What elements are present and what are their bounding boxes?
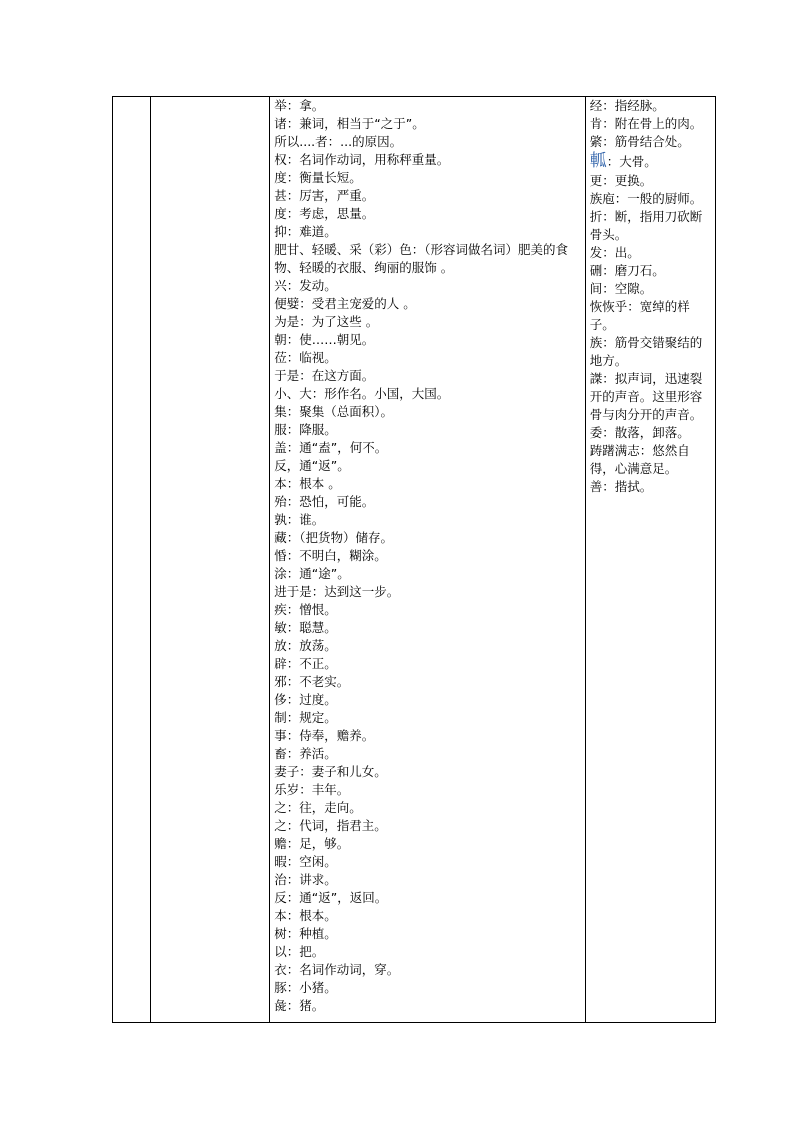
list-item: 反：通“返”，返回。	[274, 890, 388, 905]
middle-annotation-list	[270, 97, 585, 1015]
list-item: 树：种植。	[274, 926, 337, 941]
list-item: 赡：足，够。	[274, 836, 350, 851]
list-item: 于是：在这方面。	[274, 368, 375, 383]
list-item: 善：揩拭。	[589, 479, 653, 494]
list-item: 肥甘、轻暖、采（彩）色：（形容词做名词）肥美的食物、轻暖的衣服、绚丽的服饰 。	[274, 242, 569, 275]
list-item: 謋：拟声词，迅速裂开的声音。这里形容骨与肉分开的声音。	[589, 371, 703, 422]
list-item: 发：出。	[589, 245, 640, 260]
list-item: 敏：聪慧。	[274, 620, 337, 635]
list-item: 经：指经脉。	[589, 98, 665, 113]
list-item: 甚：厉害，严重。	[274, 188, 375, 203]
list-item: 以：把。	[274, 944, 325, 959]
list-item: 綮：筋骨结合处。	[589, 134, 690, 149]
list-item: 为是：为了这些 。	[274, 314, 379, 329]
list-item: 肯：附在骨上的肉。	[589, 116, 703, 131]
list-item: 朝：使……朝见。	[274, 332, 375, 347]
list-item: 度：衡量长短。	[274, 170, 362, 185]
table-row	[113, 97, 716, 1023]
list-item: 制：规定。	[274, 710, 337, 725]
notes-table	[112, 96, 716, 1023]
list-item: 衣：名词作动词，穿。	[274, 962, 400, 977]
list-item: 事：侍奉，赡养。	[274, 728, 375, 743]
list-item: 治：讲求。	[274, 872, 337, 887]
list-item: 集：聚集（总面积）。	[274, 404, 394, 419]
list-item: 权：名词作动词，用称秤重量。	[274, 152, 450, 167]
list-item: 殆：恐怕，可能。	[274, 494, 375, 509]
list-item: 惛：不明白，糊涂。	[274, 548, 387, 563]
list-item: 进于是：达到这一步。	[274, 584, 400, 599]
list-item: 举：拿。	[274, 98, 325, 113]
list-item: 之：代词，指君主。	[274, 818, 387, 833]
list-item: 彘：猪。	[274, 998, 325, 1013]
list-item: 藏：（把货物）储存。	[274, 530, 394, 545]
list-item: 族庖：一般的厨师。	[589, 191, 703, 206]
list-item: 侈：过度。	[274, 692, 337, 707]
list-item: 间：空隙。	[589, 281, 653, 296]
list-item: 豚：小猪。	[274, 980, 337, 995]
list-item: 踌躇满志：悠然自得，心满意足。	[589, 443, 690, 476]
list-item: 更：更换。	[589, 173, 653, 188]
list-item: 所以....者：...的原因。	[274, 134, 403, 149]
list-item: 孰：谁。	[274, 512, 325, 527]
list-item: 本：根本 。	[274, 476, 341, 491]
list-item: 折：断，指用刀砍断骨头。	[589, 209, 703, 242]
list-item: 暇：空闲。	[274, 854, 337, 869]
list-item: 族：筋骨交错聚结的地方。	[589, 335, 703, 368]
annotation-cell-middle	[270, 97, 586, 1023]
list-item: 本：根本。	[274, 908, 337, 923]
list-item: 涂：通“途”。	[274, 566, 350, 581]
list-item: 恢恢乎：宽绰的样子。	[589, 299, 690, 332]
list-item: 邪：不老实。	[274, 674, 350, 689]
list-item: 盖：通“盍”，何不。	[274, 440, 388, 455]
list-item: 抑：难道。	[274, 224, 337, 239]
list-item: 乐岁：丰年。	[274, 782, 350, 797]
list-item: 硎：磨刀石。	[589, 263, 665, 278]
list-item: 服：降服。	[274, 422, 337, 437]
list-item: 莅：临视。	[274, 350, 337, 365]
list-item: 妻子：妻子和儿女。	[274, 764, 387, 779]
list-item: 反，通“返”。	[274, 458, 350, 473]
list-item: 辟：不正。	[274, 656, 337, 671]
list-item: 委：散落，卸落。	[589, 425, 690, 440]
empty-cell-1	[113, 97, 151, 1023]
list-item: 便嬖：受君主宠爱的人 。	[274, 296, 416, 311]
list-item: 疾：憎恨。	[274, 602, 337, 617]
list-item: 放：放荡。	[274, 638, 337, 653]
right-annotation-list	[586, 97, 715, 496]
list-item: 畜：养活。	[274, 746, 337, 761]
large-character: 軱	[589, 151, 607, 171]
list-item: 兴：发动。	[274, 278, 337, 293]
empty-cell-2	[151, 97, 270, 1023]
annotation-cell-right	[585, 97, 715, 1023]
list-item: 小、大：形作名。小国，大国。	[274, 386, 450, 401]
list-item	[590, 151, 713, 172]
list-item: 之：往，走向。	[274, 800, 362, 815]
large-character-gloss: ：大骨。	[606, 154, 657, 169]
list-item: 度：考虑，思量。	[274, 206, 375, 221]
list-item: 诸：兼词，相当于“之于”。	[274, 116, 425, 131]
